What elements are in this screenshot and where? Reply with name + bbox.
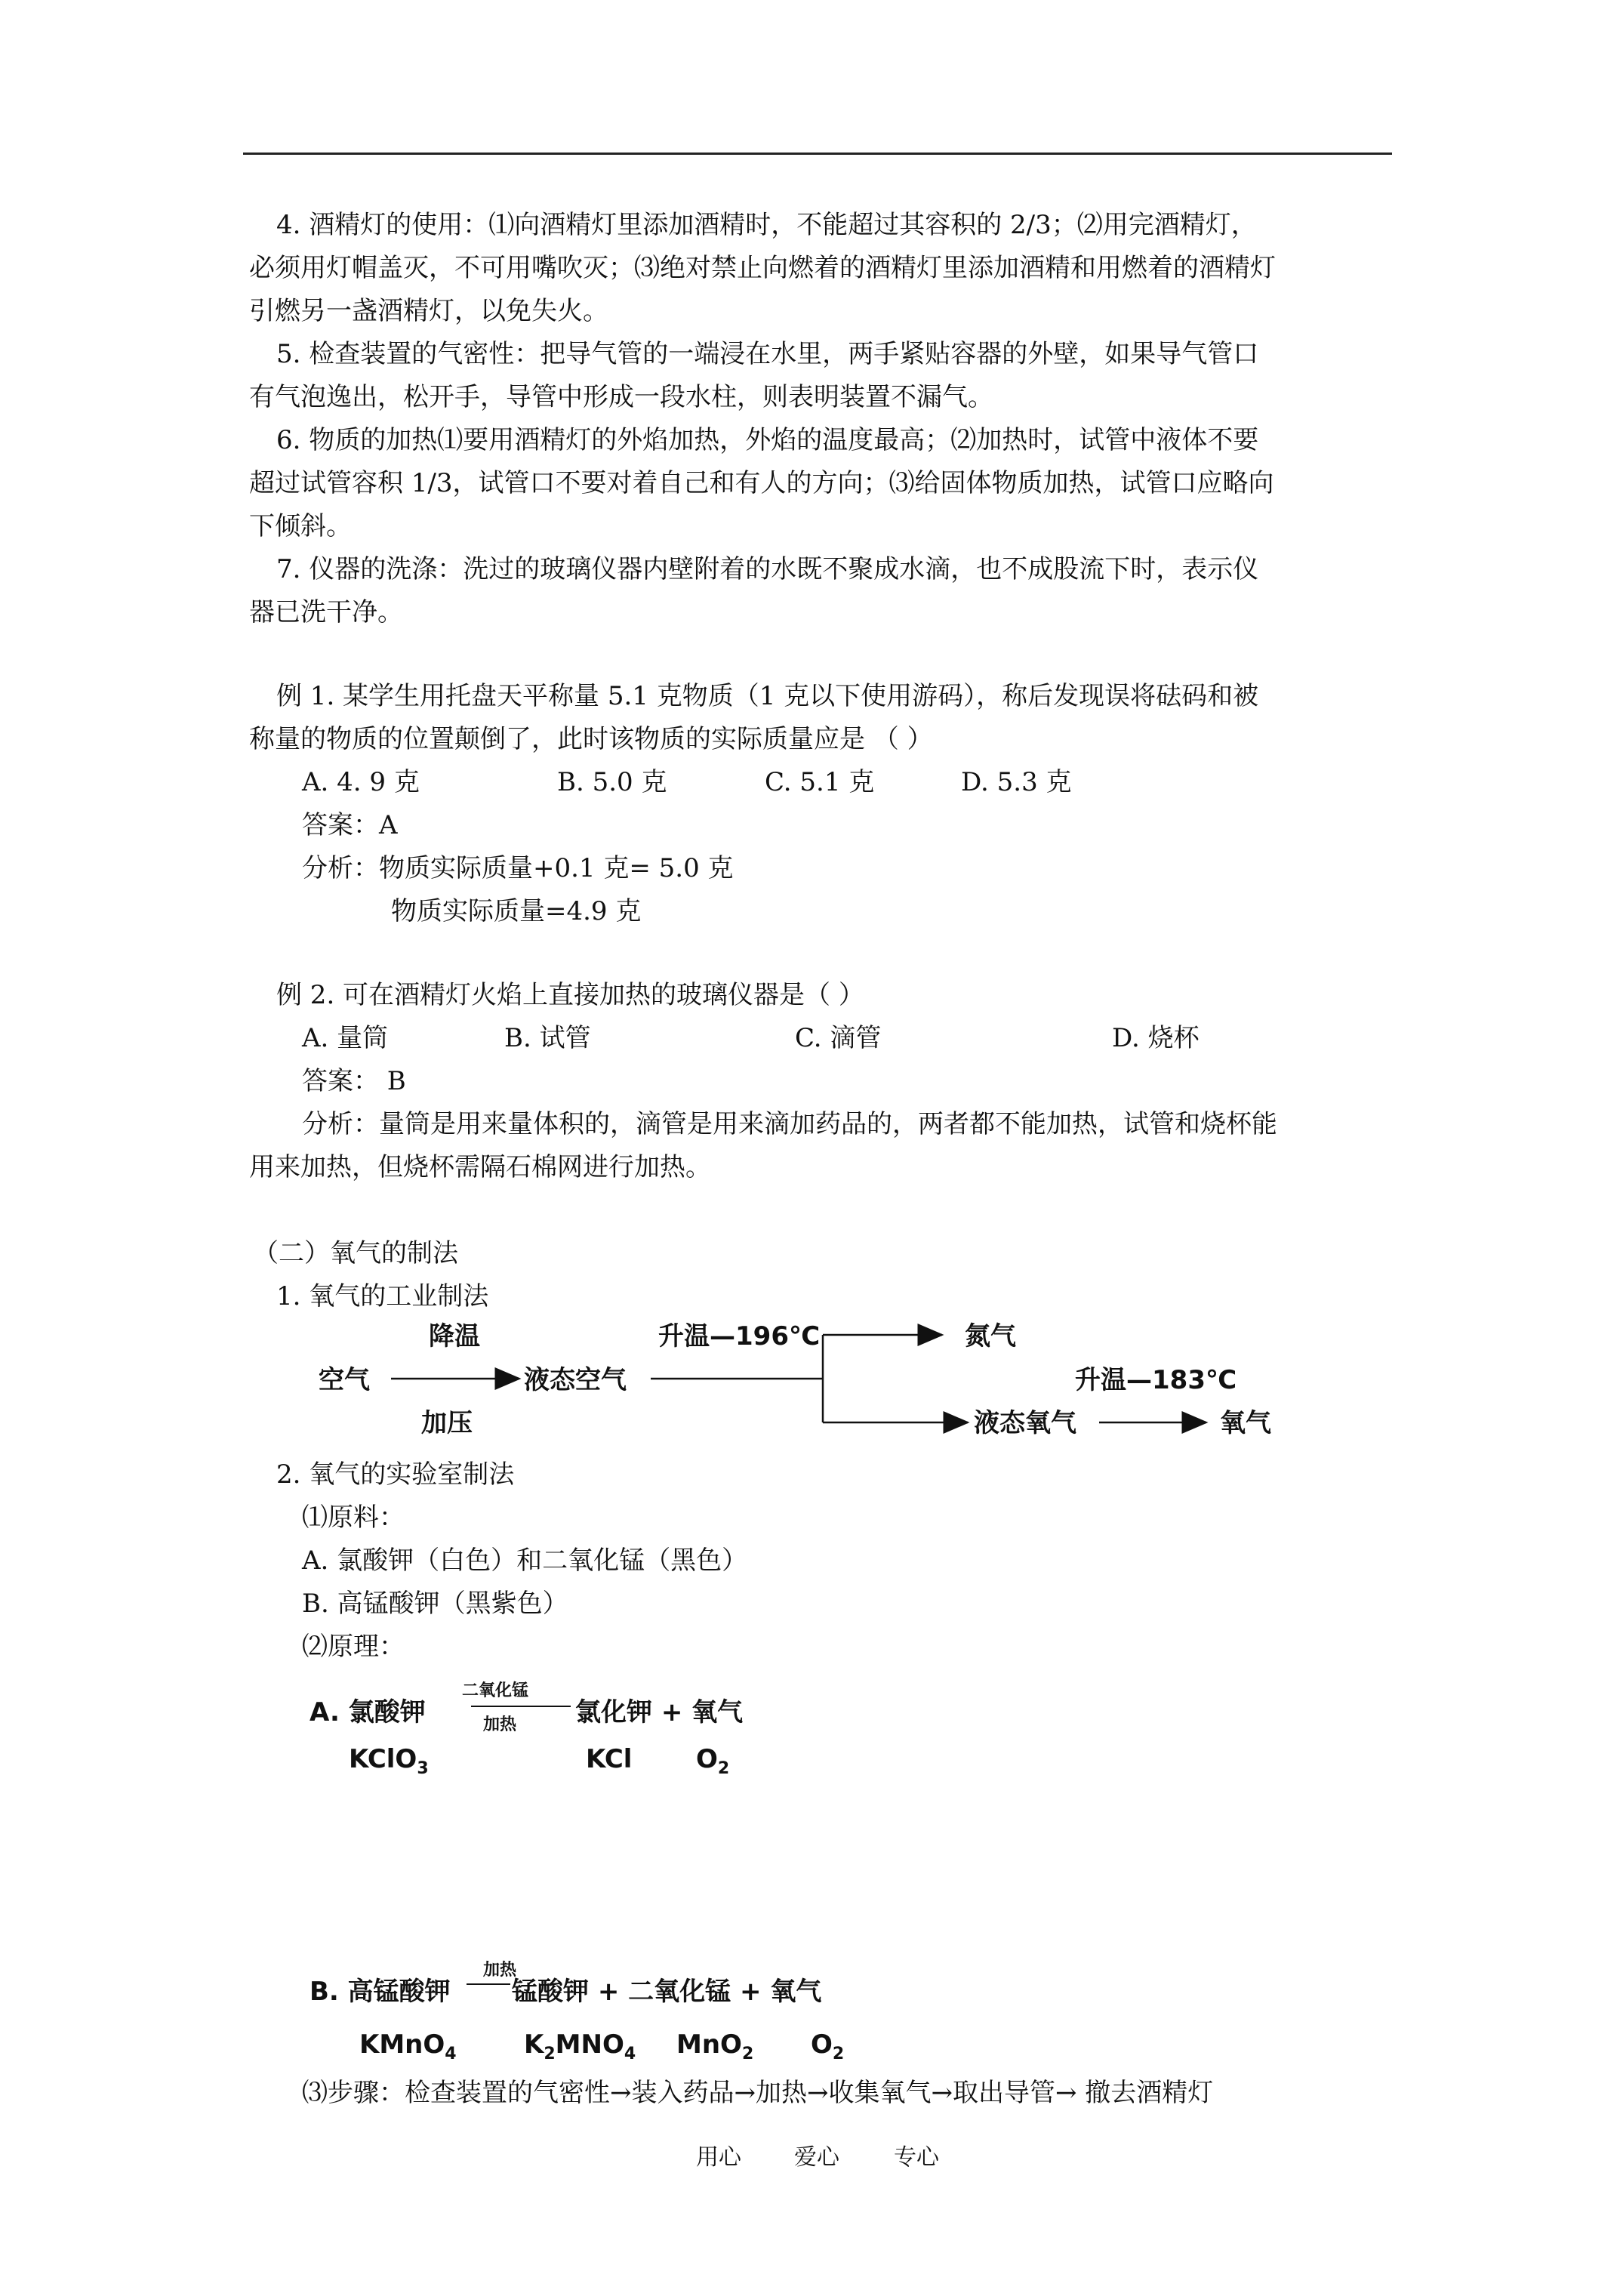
answer-text: 答案： B (302, 1066, 406, 1096)
equation-b-rhs: 锰酸钾 + 二氧化锰 + 氧气 (512, 1977, 822, 2007)
question-text: 例 2. 可在酒精灯火焰上直接加热的玻璃仪器是（ ） (276, 980, 864, 1010)
option-c: C. 滴管 (795, 1023, 882, 1053)
equation-a-lhs: A. 氯酸钾 (310, 1697, 426, 1727)
item-heading: 1. 氧气的工业制法 (276, 1281, 489, 1311)
option-d: D. 5.3 克 (961, 767, 1072, 797)
analysis-text: 分析：物质实际质量+0.1 克= 5.0 克 (302, 853, 734, 883)
condition-pressure: 加压 (421, 1408, 473, 1438)
item-heading: 2. 氧气的实验室制法 (276, 1459, 515, 1490)
formula-kclo3: KClO$_3$ (349, 1744, 429, 1778)
condition-warm-196: 升温—196℃ (658, 1321, 821, 1351)
formula-o2: $O_2$ (696, 1744, 730, 1778)
text-line: 超过试管容积 1/3，试管口不要对着自己和有人的方向；⑶给固体物质加热，试管口应略向 (249, 468, 1274, 498)
footer-text: 爱心 (794, 2144, 839, 2171)
formula-kcl: KCl (586, 1744, 633, 1774)
raw-material-b: B. 高锰酸钾（黑紫色） (302, 1589, 568, 1619)
option-b: B. 5.0 克 (557, 767, 667, 797)
text-line: 4. 酒精灯的使用：⑴向酒精灯里添加酒精时，不能超过其容积的 2/3；⑵用完酒精灯， (276, 210, 1257, 240)
condition-cool: 降温 (429, 1321, 480, 1351)
option-c: C. 5.1 克 (765, 767, 875, 797)
equation-b-heat: 加热 (483, 1961, 517, 1980)
subheading-raw: ⑴原料： (302, 1502, 405, 1533)
analysis-text: 分析：量筒是用来量体积的，滴管是用来滴加药品的，两者都不能加热，试管和烧杯能 (302, 1109, 1277, 1139)
text-line: 7. 仪器的洗涤：洗过的玻璃仪器内壁附着的水既不聚成水滴，也不成股流下时，表示仪 (276, 554, 1259, 584)
formula-kmno4: KMnO$_4$ (359, 2029, 457, 2063)
option-b: B. 试管 (504, 1023, 591, 1053)
footer-text: 专心 (894, 2144, 939, 2171)
equation-b-lhs: B. 高锰酸钾 (310, 1977, 451, 2007)
footer-text: 用心 (696, 2144, 741, 2171)
analysis-text: 物质实际质量=4.9 克 (391, 896, 642, 926)
condition-warm-183: 升温—183℃ (1075, 1365, 1237, 1395)
option-a: A. 4. 9 克 (302, 767, 420, 797)
option-d: D. 烧杯 (1112, 1023, 1200, 1053)
equation-a-rhs: 氯化钾 + 氧气 (575, 1697, 744, 1727)
node-liquid-oxygen: 液态氧气 (974, 1408, 1076, 1438)
equation-a-catalyst: 二氧化锰 (462, 1681, 529, 1700)
text-line: 有气泡逸出，松开手，导管中形成一段水柱，则表明装置不漏气。 (249, 382, 993, 412)
raw-material-a: A. 氯酸钾（白色）和二氧化锰（黑色） (302, 1546, 748, 1576)
text-line: 下倾斜。 (249, 511, 352, 541)
equation-a-heat: 加热 (483, 1715, 517, 1734)
node-nitrogen: 氮气 (965, 1321, 1016, 1351)
node-air: 空气 (319, 1365, 370, 1395)
text-line: 器已洗干净。 (249, 597, 403, 627)
formula-k2mno4: $K_2MNO_4$ (524, 2029, 636, 2063)
node-oxygen: 氧气 (1220, 1408, 1271, 1438)
text-line: 5. 检查装置的气密性：把导气管的一端浸在水里，两手紧贴容器的外壁，如果导气管口 (276, 339, 1259, 369)
option-a: A. 量筒 (302, 1023, 389, 1053)
text-line: 必须用灯帽盖灭，不可用嘴吹灭；⑶绝对禁止向燃着的酒精灯里添加酒精和用燃着的酒精灯 (249, 253, 1276, 283)
section-title: （二）氧气的制法 (253, 1238, 458, 1268)
text-line: 引燃另一盏酒精灯，以免失火。 (249, 296, 608, 326)
text-line: 6. 物质的加热⑴要用酒精灯的外焰加热，外焰的温度最高；⑵加热时，试管中液体不要 (276, 425, 1259, 455)
subheading-principle: ⑵原理： (302, 1632, 405, 1662)
procedure-steps: ⑶步骤：检查装置的气密性→装入药品→加热→收集氧气→取出导管→ 撤去酒精灯 (302, 2078, 1214, 2108)
node-liquid-air: 液态空气 (524, 1365, 627, 1395)
answer-text: 答案：A (302, 810, 398, 840)
analysis-text: 用来加热，但烧杯需隔石棉网进行加热。 (249, 1152, 711, 1182)
question-text: 称量的物质的位置颠倒了，此时该物质的实际质量应是 （ ） (249, 724, 933, 754)
formula-mno2: MnO$_2$ (676, 2029, 754, 2063)
question-text: 例 1. 某学生用托盘天平称量 5.1 克物质（1 克以下使用游码），称后发现误将砝码和被 (276, 681, 1259, 711)
formula-o2: $O_2$ (811, 2029, 845, 2063)
